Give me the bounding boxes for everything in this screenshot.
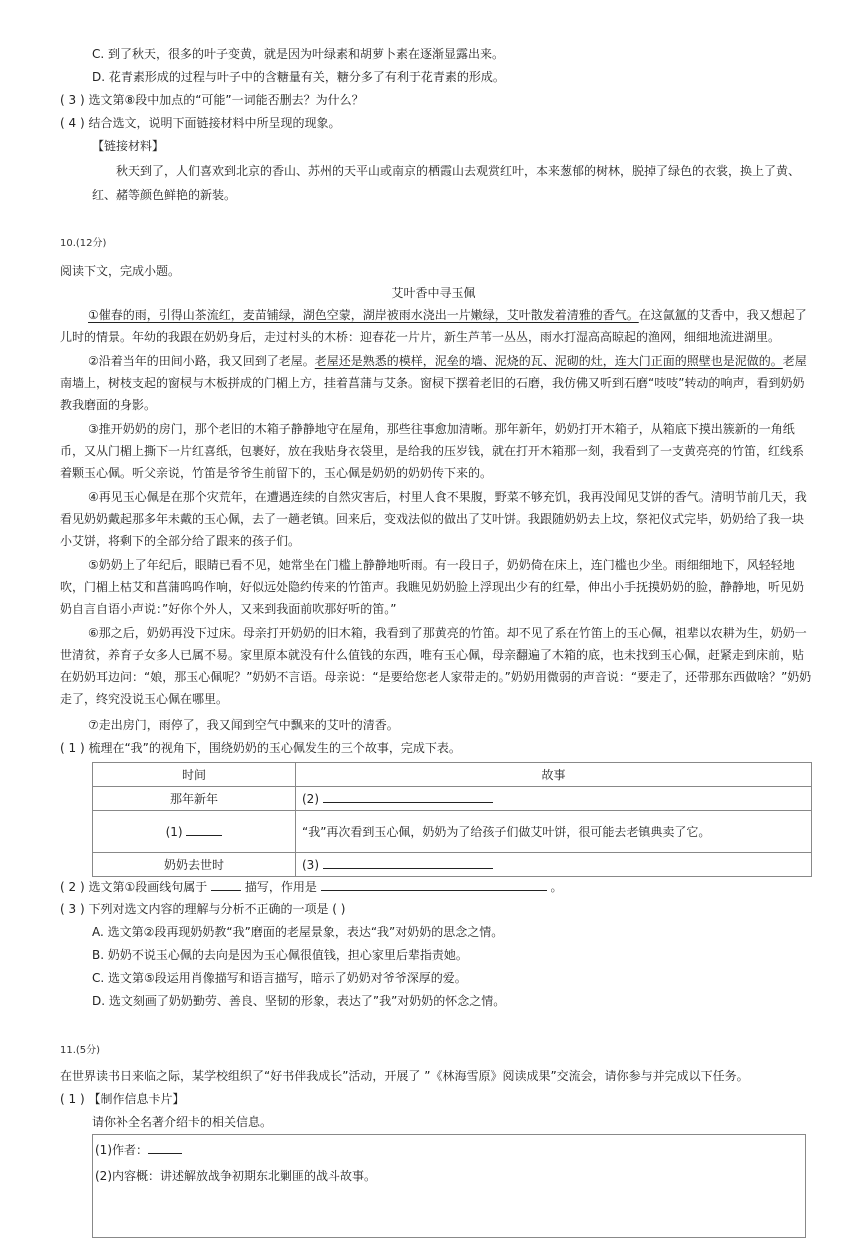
row1-answer-blank[interactable]	[323, 788, 493, 803]
p2-rest: 老屋南墙上，树枝支起的窗棂与木板拼成的门楣上方，挂着菖蒲与艾条。窗棂下摆着老旧的石磨，我仿佛又听到石磨“吱吱”转动的响声，看到奶奶教我磨面的身影。	[60, 354, 807, 412]
story-table	[92, 762, 812, 877]
p2-underlined-sentence: 老屋还是熟悉的模样，泥垒的墙、泥烧的瓦、泥砌的灶，连大门正面的照壁也是泥做的。	[314, 354, 783, 368]
q10-option-b[interactable]: B. 奶奶不说玉心佩的去向是因为玉心佩很值钱，担心家里后辈指责她。	[92, 948, 468, 962]
q10-option-d[interactable]: D. 选文刻画了奶奶勤劳、善良、坚韧的形象，表达了”我”对奶奶的怀念之情。	[92, 994, 506, 1008]
card-author-label: (1)作者：	[95, 1143, 148, 1157]
table-header-row	[93, 763, 812, 787]
passage-paragraph-5: ⑤奶奶上了年纪后，眼睛已看不见，她常坐在门槛上静静地听雨。有一段日子，奶奶倚在床上，连门槛也少坐。雨细细地下，风轻轻地吹，门楣上枯艾和菖蒲呜呜作响，好似远处隐约传来的竹笛声。我瞧见奶奶脸上浮现出少有的红晕，伸出小手抚摸奶奶的脸，静静地，听见奶奶自言自语小声说：”好你个外人，又来到我面前吹那好听的笛。”	[60, 558, 805, 616]
q10-number: 10.	[60, 238, 76, 249]
header-time: 时间	[93, 763, 296, 787]
row1-time: 那年新年	[93, 787, 296, 811]
sub2-part-b: 描写，作用是	[244, 880, 317, 894]
card-author-blank[interactable]	[148, 1139, 182, 1154]
passage-paragraph-1	[60, 304, 812, 348]
table-row	[93, 787, 812, 811]
passage-paragraph-4: ④再见玉心佩是在那个灾荒年，在遭遇连续的自然灾害后，村里人食不果腹，野菜不够充饥，我再没闻见艾饼的香气。清明节前几天，我看见奶奶戴起那多年未戴的玉心佩，去了一趟老镇。回来后，变戏法似的做出了艾叶饼。我跟随奶奶去上坟，祭祀仪式完毕，奶奶给了我一块小艾饼，将剩下的全部分给了跟来的孩子们。	[60, 490, 807, 548]
q10-subquestion-1: ( 1 ) 梳理在“我”的视角下，围绕奶奶的玉心佩发生的三个故事，完成下表。	[60, 741, 461, 755]
q11-subquestion-1-desc: 请你补全名著介绍卡的相关信息。	[92, 1115, 273, 1129]
row2-story: “我”再次看到玉心佩，奶奶为了给孩子们做艾叶饼，很可能去老镇典卖了它。	[296, 811, 812, 853]
link-material-title: 【链接材料】	[92, 139, 165, 153]
q11-subquestion-1: ( 1 ) 【制作信息卡片】	[60, 1092, 185, 1106]
row3-story-prefix: (3)	[302, 858, 319, 872]
p1-underlined-sentence: ①催春的雨，引得山茶流红，麦苗铺绿，湖色空蒙，湖岸被雨水浇出一片嫩绿，艾叶散发着清雅的香气。	[88, 308, 639, 322]
q11-score: (5分)	[75, 1045, 101, 1056]
q10-instruction: 阅读下文，完成小题。	[60, 264, 181, 278]
row3-time: 奶奶去世时	[93, 853, 296, 877]
passage-paragraph-3: ③推开奶奶的房门，那个老旧的木箱子静静地守在屋角，那些往事愈加清晰。那年新年，奶奶打开木箱子，从箱底下摸出簇新的一角纸币，又从门楣上撕下一片红喜纸，包裹好，放在我贴身衣袋里，是给我的压岁钱，就在打开木箱那一刻，我看到了一支黄亮亮的竹笛，红线系着颗玉心佩。听父亲说，竹笛是爷爷生前留下的，玉心佩是奶奶的奶奶传下来的。	[60, 422, 805, 480]
p1-rest: 在这氤氲的艾香中，我又想起了儿时的情景。年幼的我跟在奶奶身后，走过村头的木桥：迎春花一片片，新生芦苇一丛丛，雨水打湿高高晾起的渔网，细细地流进湖里。	[60, 308, 807, 344]
q10-option-c[interactable]: C. 选文第⑤段运用肖像描写和语言描写，暗示了奶奶对爷爷深厚的爱。	[92, 971, 467, 985]
passage-paragraph-2	[60, 350, 812, 416]
q10-subquestion-2	[60, 876, 563, 897]
q11-number: 11.	[60, 1045, 76, 1056]
sub2-blank-function[interactable]	[321, 876, 547, 891]
passage-paragraph-6: ⑥那之后，奶奶再没下过床。母亲打开奶奶的旧木箱，我看到了那黄亮的竹笛。却不见了系在竹笛上的玉心佩，祖辈以农耕为生，奶奶一世清贫，养育子女多人已属不易。家里原本就没有什么值钱的东西，唯有玉心佩，母亲翻遍了木箱的底，也未找到玉心佩，赶紧走到床前，贴在奶奶耳边问：“娘，那玉心佩呢？”奶奶不言语。母亲说：“是要给您老人家带走的。”奶奶用微弱的声音说：“要走了，还带那东西做啥？”奶奶走了，终究没说玉心佩在哪里。	[60, 626, 812, 706]
q10-score: (12分)	[75, 238, 107, 249]
q10-header	[60, 234, 106, 254]
row1-story-prefix: (2)	[302, 792, 319, 806]
row3-answer-blank[interactable]	[323, 854, 493, 869]
sub2-part-a: ( 2 ) 选文第①段画线句属于	[60, 880, 208, 894]
table-row	[93, 853, 812, 877]
sub2-blank-description-type[interactable]	[211, 876, 241, 891]
link-material-text: 秋天到了，人们喜欢到北京的香山、苏州的天平山或南京的栖霞山去观赏红叶，本来葱郁的树林，脱掉了绿色的衣裳，换上了黄、红、赭等颜色鲜艳的新装。	[92, 164, 801, 202]
card-author-line	[95, 1137, 805, 1163]
q10-option-a[interactable]: A. 选文第②段再现奶奶教“我”磨面的老屋景象，表达“我”对奶奶的思念之情。	[92, 925, 504, 939]
sub2-part-c: 。	[550, 880, 563, 894]
q11-intro: 在世界读书日来临之际，某学校组织了“好书伴我成长”活动，开展了 ”《林海雪原》阅读成果”交流会，请你参与并完成以下任务。	[60, 1069, 749, 1083]
row2-answer-blank[interactable]	[186, 821, 222, 836]
q11-header	[60, 1041, 100, 1061]
table-row	[93, 811, 812, 853]
q9-subquestion-4: ( 4 ) 结合选文，说明下面链接材料中所呈现的现象。	[60, 116, 341, 130]
card-summary-line: (2)内容概：讲述解放战争初期东北剿匪的战斗故事。	[95, 1169, 377, 1183]
row2-time-prefix: (1)	[165, 825, 183, 839]
q9-subquestion-3: ( 3 ) 选文第⑧段中加点的“可能”一词能否删去？为什么？	[60, 93, 364, 107]
q10-subquestion-3: ( 3 ) 下列对选文内容的理解与分析不正确的一项是 ( )	[60, 902, 346, 916]
passage-title: 艾叶香中寻玉佩	[391, 286, 476, 300]
book-info-card	[92, 1134, 806, 1238]
p2-start: ②沿着当年的田间小路，我又回到了老屋。	[88, 354, 315, 368]
row1-story	[296, 787, 812, 811]
header-story: 故事	[296, 763, 812, 787]
row3-story	[296, 853, 812, 877]
passage-paragraph-7: ⑦走出房门，雨停了，我又闻到空气中飘来的艾叶的清香。	[88, 718, 399, 732]
q9-option-c: C. 到了秋天，很多的叶子变黄，就是因为叶绿素和胡萝卜素在逐渐显露出来。	[92, 47, 505, 61]
row2-time	[93, 811, 296, 853]
q9-option-d: D. 花青素形成的过程与叶子中的含糖量有关，糖分多了有利于花青素的形成。	[92, 70, 505, 84]
